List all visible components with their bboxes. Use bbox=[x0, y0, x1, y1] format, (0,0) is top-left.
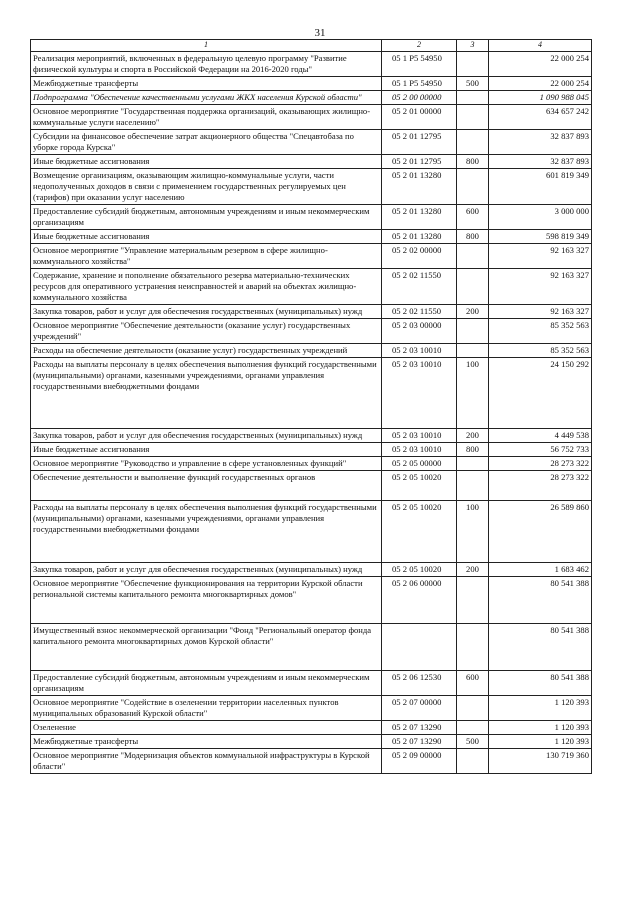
row-code: 05 2 03 10010 bbox=[382, 358, 457, 429]
table-row bbox=[31, 77, 592, 91]
row-name: Закупка товаров, работ и услуг для обеспечения государственных (муниципальных) нужд bbox=[31, 429, 382, 443]
column-header-amount: 4 bbox=[489, 40, 592, 52]
row-vr bbox=[457, 269, 489, 305]
row-amount: 56 752 733 bbox=[489, 443, 592, 457]
row-amount: 3 000 000 bbox=[489, 205, 592, 230]
row-vr bbox=[457, 91, 489, 105]
row-vr bbox=[457, 130, 489, 155]
row-code: 05 2 02 00000 bbox=[382, 244, 457, 269]
table-row bbox=[31, 696, 592, 721]
table-body bbox=[31, 52, 592, 774]
row-amount: 92 163 327 bbox=[489, 244, 592, 269]
row-code: 05 1 P5 54950 bbox=[382, 52, 457, 77]
row-vr: 500 bbox=[457, 77, 489, 91]
row-vr bbox=[457, 319, 489, 344]
row-code: 05 2 06 00000 bbox=[382, 577, 457, 624]
row-vr: 800 bbox=[457, 155, 489, 169]
row-amount: 598 819 349 bbox=[489, 230, 592, 244]
page-number: 31 bbox=[314, 27, 326, 39]
table-row bbox=[31, 429, 592, 443]
column-header-vr: 3 bbox=[457, 40, 489, 52]
row-amount: 130 719 360 bbox=[489, 749, 592, 774]
table-row bbox=[31, 735, 592, 749]
row-vr bbox=[457, 344, 489, 358]
row-vr bbox=[457, 52, 489, 77]
row-name: Закупка товаров, работ и услуг для обеспечения государственных (муниципальных) нужд bbox=[31, 563, 382, 577]
row-code: 05 2 02 11550 bbox=[382, 269, 457, 305]
row-vr: 600 bbox=[457, 205, 489, 230]
row-vr: 500 bbox=[457, 735, 489, 749]
row-name: Предоставление субсидий бюджетным, автономным учреждениям и иным некоммерческим организациям bbox=[31, 671, 382, 696]
row-name: Реализация мероприятий, включенных в федеральную целевую программу "Развитие физической культуры и спорта в Российской Федерации на 2016-2020 годы" bbox=[31, 52, 382, 77]
budget-table bbox=[30, 39, 592, 774]
row-code: 05 2 03 10010 bbox=[382, 443, 457, 457]
row-name: Предоставление субсидий бюджетным, автономным учреждениям и иным некоммерческим организациям bbox=[31, 205, 382, 230]
row-name: Подпрограмма "Обеспечение качественными услугами ЖКХ населения Курской области" bbox=[31, 91, 382, 105]
row-amount: 22 000 254 bbox=[489, 52, 592, 77]
table-row bbox=[31, 577, 592, 624]
row-code: 05 2 03 10010 bbox=[382, 429, 457, 443]
table-row bbox=[31, 344, 592, 358]
row-vr bbox=[457, 105, 489, 130]
row-vr bbox=[457, 721, 489, 735]
row-name: Расходы на выплаты персоналу в целях обеспечения выполнения функций государственными (муниципальными) органами, казенными учреждениями, органами управления государственными внебюджетными фондами bbox=[31, 501, 382, 563]
row-vr: 600 bbox=[457, 671, 489, 696]
row-name: Закупка товаров, работ и услуг для обеспечения государственных (муниципальных) нужд bbox=[31, 305, 382, 319]
row-name: Субсидии на финансовое обеспечение затрат акционерного общества "Спецавтобаза по уборке города Курска" bbox=[31, 130, 382, 155]
row-name: Основное мероприятие "Обеспечение функционирования на территории Курской области региональной системы капитального ремонта многоквартирных домов" bbox=[31, 577, 382, 624]
row-code: 05 2 01 12795 bbox=[382, 130, 457, 155]
table-row bbox=[31, 130, 592, 155]
row-name: Межбюджетные трансферты bbox=[31, 77, 382, 91]
row-vr: 800 bbox=[457, 230, 489, 244]
row-code: 05 2 01 00000 bbox=[382, 105, 457, 130]
table-row bbox=[31, 749, 592, 774]
row-amount: 32 837 893 bbox=[489, 130, 592, 155]
row-vr bbox=[457, 244, 489, 269]
row-name: Иные бюджетные ассигнования bbox=[31, 230, 382, 244]
row-amount: 80 541 388 bbox=[489, 577, 592, 624]
row-name: Имущественный взнос некоммерческой организации "Фонд "Региональный оператор фонда капитального ремонта многоквартирных домов Курской области" bbox=[31, 624, 382, 671]
table-row bbox=[31, 319, 592, 344]
row-code: 05 2 09 00000 bbox=[382, 749, 457, 774]
row-amount: 92 163 327 bbox=[489, 305, 592, 319]
table-row bbox=[31, 155, 592, 169]
table-row bbox=[31, 230, 592, 244]
row-amount: 85 352 563 bbox=[489, 344, 592, 358]
table-row bbox=[31, 721, 592, 735]
table-row bbox=[31, 443, 592, 457]
row-name: Основное мероприятие "Модернизация объектов коммунальной инфраструктуры в Курской области" bbox=[31, 749, 382, 774]
column-header-name: 1 bbox=[31, 40, 382, 52]
column-header-code: 2 bbox=[382, 40, 457, 52]
column-header-row bbox=[31, 40, 592, 52]
row-name: Расходы на обеспечение деятельности (оказание услуг) государственных учреждений bbox=[31, 344, 382, 358]
row-amount: 80 541 388 bbox=[489, 671, 592, 696]
row-code: 05 2 05 10020 bbox=[382, 471, 457, 501]
row-vr: 100 bbox=[457, 358, 489, 429]
row-code: 05 2 07 00000 bbox=[382, 696, 457, 721]
row-amount: 601 819 349 bbox=[489, 169, 592, 205]
row-code: 05 2 01 13280 bbox=[382, 230, 457, 244]
row-amount: 1 120 393 bbox=[489, 696, 592, 721]
row-code: 05 2 01 13280 bbox=[382, 205, 457, 230]
row-code: 05 2 03 10010 bbox=[382, 344, 457, 358]
row-code: 05 2 03 00000 bbox=[382, 319, 457, 344]
row-amount: 85 352 563 bbox=[489, 319, 592, 344]
row-amount: 32 837 893 bbox=[489, 155, 592, 169]
row-code: 05 2 05 10020 bbox=[382, 563, 457, 577]
table-row bbox=[31, 205, 592, 230]
row-amount: 24 150 292 bbox=[489, 358, 592, 429]
row-vr bbox=[457, 577, 489, 624]
row-vr bbox=[457, 749, 489, 774]
row-name: Межбюджетные трансферты bbox=[31, 735, 382, 749]
row-name: Основное мероприятие "Управление материальным резервом в сфере жилищно-коммунального хозяйства" bbox=[31, 244, 382, 269]
row-name: Содержание, хранение и пополнение обязательного резерва материально-технических ресурсов для оперативного устранения неисправностей и аварий на объектах жилищно-коммунального хозяйства bbox=[31, 269, 382, 305]
table-row bbox=[31, 169, 592, 205]
row-amount: 28 273 322 bbox=[489, 471, 592, 501]
table-row bbox=[31, 624, 592, 671]
row-code bbox=[382, 624, 457, 671]
row-amount: 1 120 393 bbox=[489, 735, 592, 749]
row-name: Обеспечение деятельности и выполнение функций государственных органов bbox=[31, 471, 382, 501]
row-vr bbox=[457, 471, 489, 501]
row-amount: 22 000 254 bbox=[489, 77, 592, 91]
row-amount: 1 090 988 045 bbox=[489, 91, 592, 105]
row-vr: 800 bbox=[457, 443, 489, 457]
row-code: 05 2 07 13290 bbox=[382, 721, 457, 735]
table-row bbox=[31, 269, 592, 305]
row-name: Возмещение организациям, оказывающим жилищно-коммунальные услуги, части недополученных доходов в связи с применением государственных регулируемых цен (тарифов) при оказании услуг населению bbox=[31, 169, 382, 205]
row-name: Основное мероприятие "Государственная поддержка организаций, оказывающих жилищно-коммунальные услуги населению" bbox=[31, 105, 382, 130]
row-vr: 200 bbox=[457, 305, 489, 319]
row-vr bbox=[457, 169, 489, 205]
row-code: 05 2 07 13290 bbox=[382, 735, 457, 749]
row-code: 05 2 01 12795 bbox=[382, 155, 457, 169]
row-code: 05 2 06 12530 bbox=[382, 671, 457, 696]
row-amount: 28 273 322 bbox=[489, 457, 592, 471]
row-code: 05 2 01 13280 bbox=[382, 169, 457, 205]
table-row bbox=[31, 358, 592, 429]
row-amount: 26 589 860 bbox=[489, 501, 592, 563]
table-row bbox=[31, 305, 592, 319]
row-vr bbox=[457, 696, 489, 721]
row-amount: 634 657 242 bbox=[489, 105, 592, 130]
row-code: 05 2 00 00000 bbox=[382, 91, 457, 105]
table-row bbox=[31, 105, 592, 130]
row-vr bbox=[457, 457, 489, 471]
row-name: Озеленение bbox=[31, 721, 382, 735]
row-name: Иные бюджетные ассигнования bbox=[31, 443, 382, 457]
row-name: Расходы на выплаты персоналу в целях обеспечения выполнения функций государственными (муниципальными) органами, казенными учреждениями, органами управления государственными внебюджетными фондами bbox=[31, 358, 382, 429]
row-code: 05 2 02 11550 bbox=[382, 305, 457, 319]
table-row bbox=[31, 471, 592, 501]
row-vr bbox=[457, 624, 489, 671]
row-code: 05 1 P5 54950 bbox=[382, 77, 457, 91]
row-vr: 200 bbox=[457, 563, 489, 577]
row-name: Иные бюджетные ассигнования bbox=[31, 155, 382, 169]
row-amount: 1 683 462 bbox=[489, 563, 592, 577]
row-name: Основное мероприятие "Обеспечение деятельности (оказание услуг) государственных учреждений" bbox=[31, 319, 382, 344]
table-row bbox=[31, 563, 592, 577]
row-vr: 100 bbox=[457, 501, 489, 563]
table-row bbox=[31, 91, 592, 105]
row-name: Основное мероприятие "Руководство и управление в сфере установленных функций" bbox=[31, 457, 382, 471]
table-row bbox=[31, 671, 592, 696]
row-code: 05 2 05 10020 bbox=[382, 501, 457, 563]
row-vr: 200 bbox=[457, 429, 489, 443]
table-row bbox=[31, 52, 592, 77]
row-amount: 92 163 327 bbox=[489, 269, 592, 305]
row-name: Основное мероприятие "Содействие в озеленении территории населенных пунктов муниципальных образований Курской области" bbox=[31, 696, 382, 721]
row-code: 05 2 05 00000 bbox=[382, 457, 457, 471]
row-amount: 80 541 388 bbox=[489, 624, 592, 671]
table-row bbox=[31, 244, 592, 269]
row-amount: 1 120 393 bbox=[489, 721, 592, 735]
table-row bbox=[31, 501, 592, 563]
row-amount: 4 449 538 bbox=[489, 429, 592, 443]
table-row bbox=[31, 457, 592, 471]
